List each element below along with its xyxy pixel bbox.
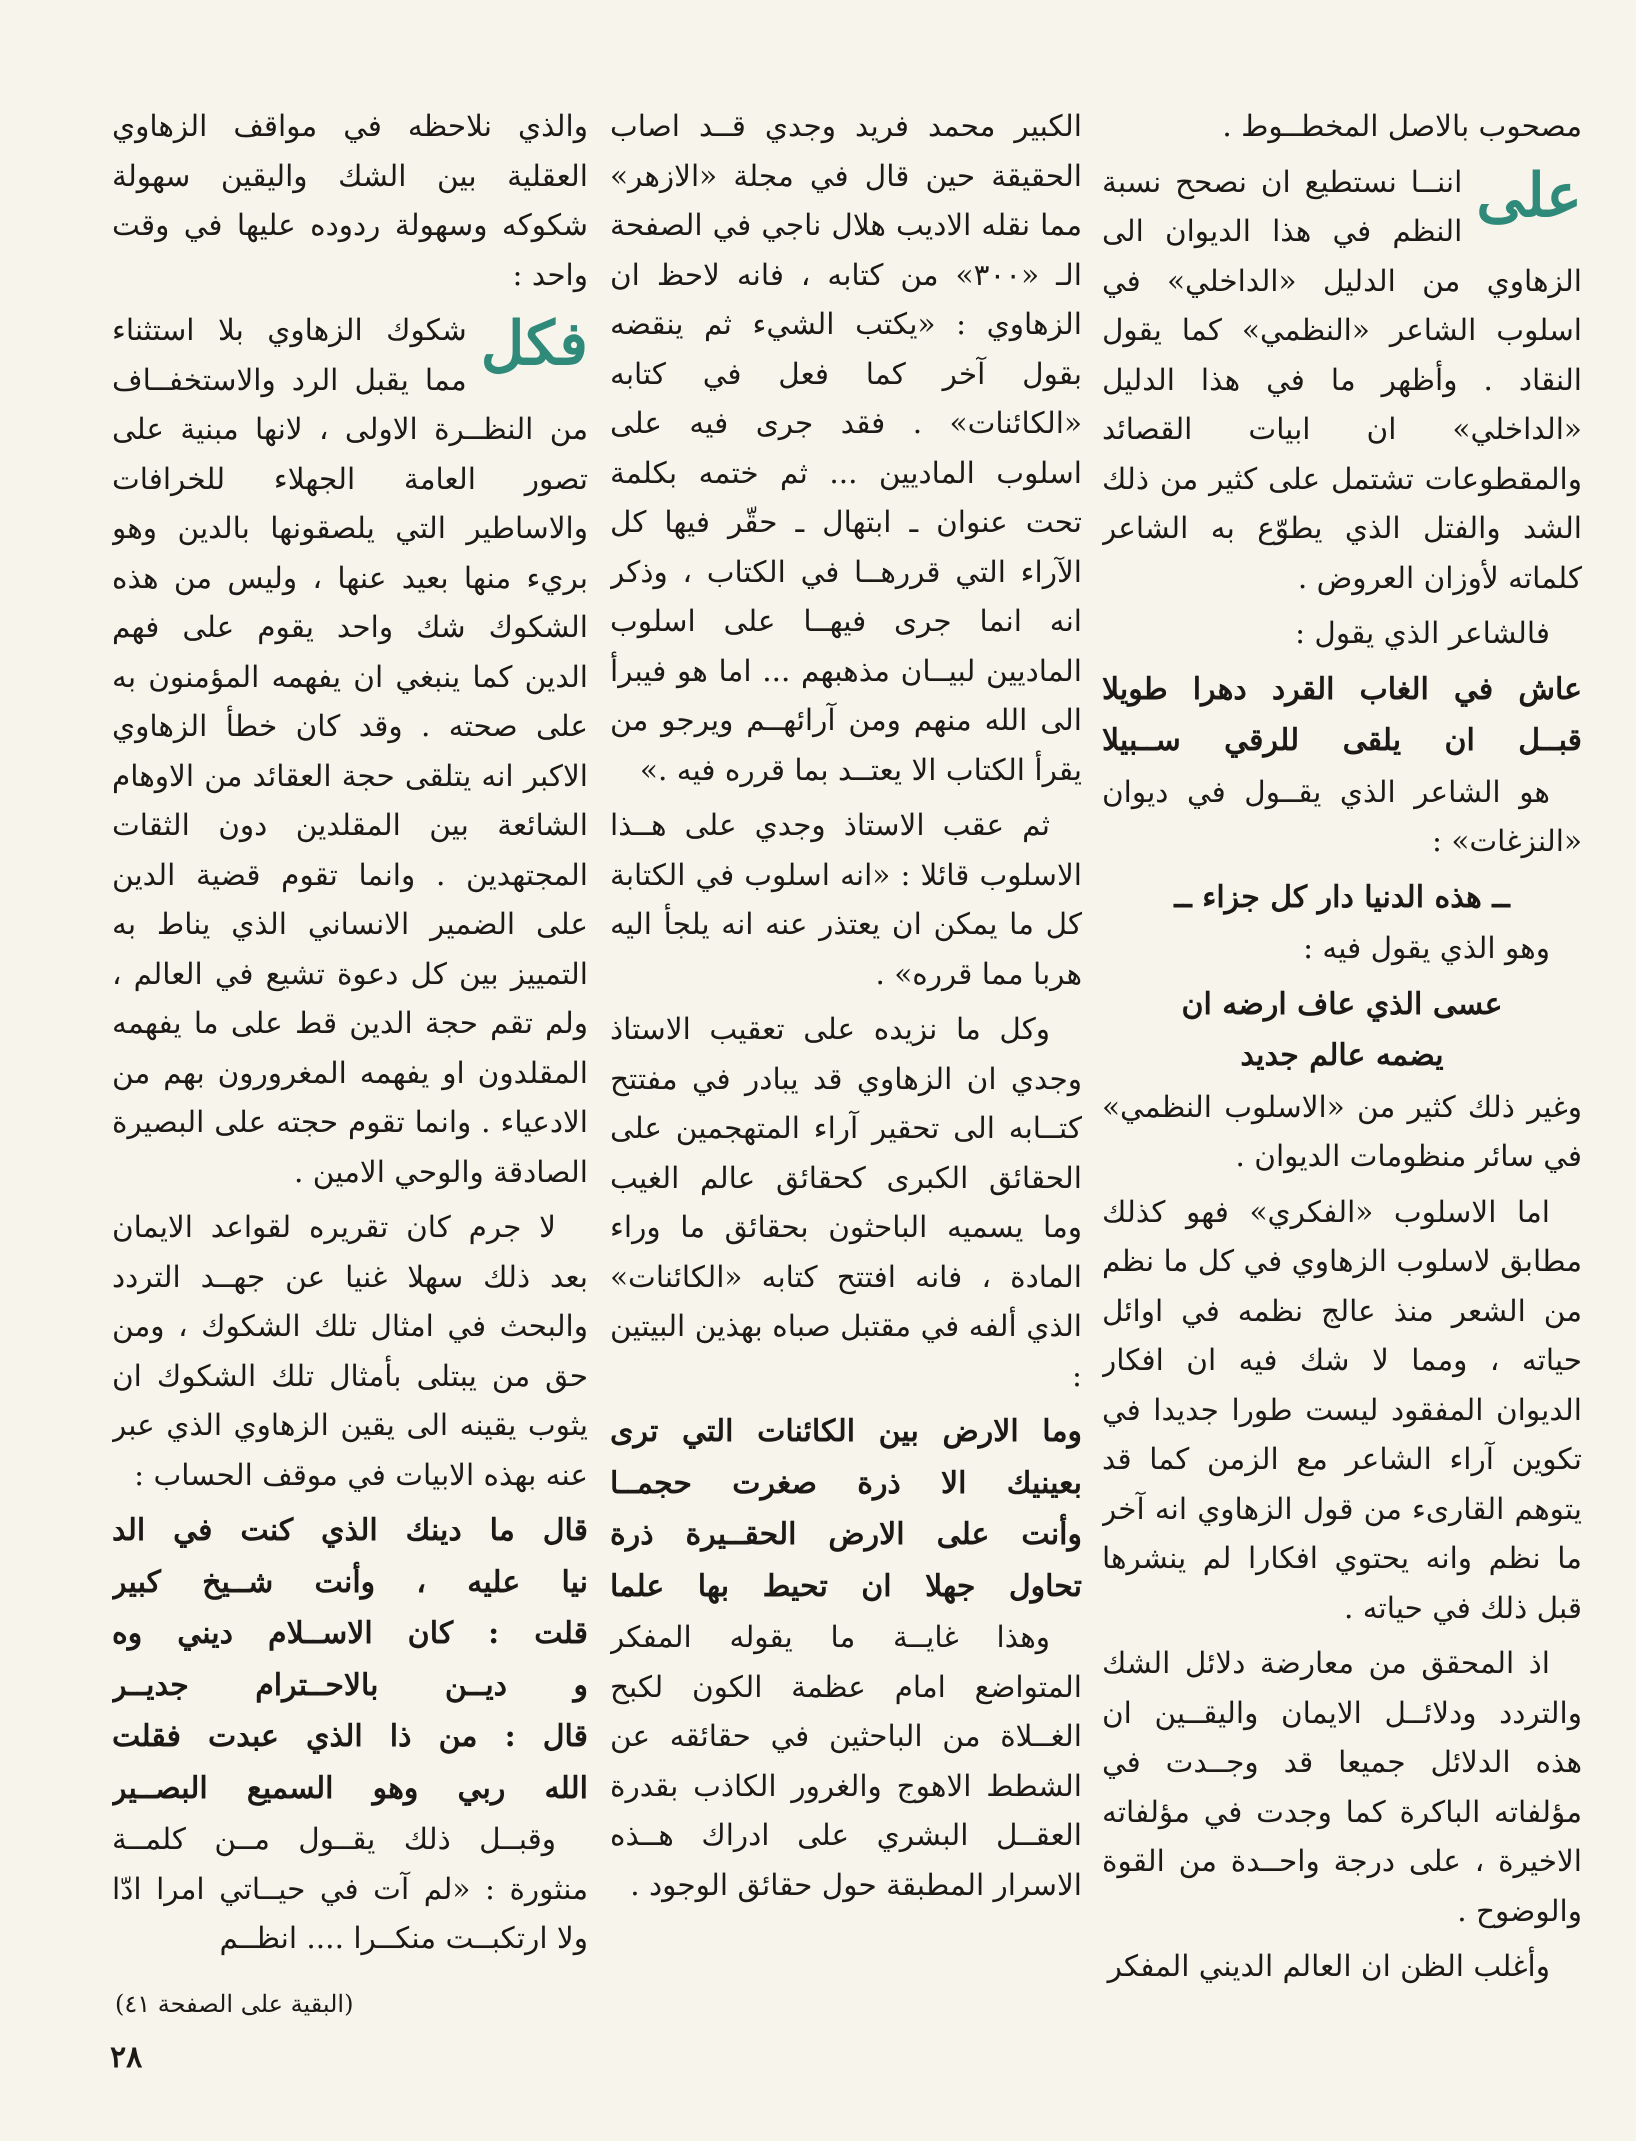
paragraph-text: اننــا نستطيع ان نصحح نسبة النظم في هذا الديوان الى الزهاوي من الدليل «الداخلي» في اسلوب الشاعر «النظمي» كما يقول النقاد . وأظهر ما في هذا الدليل «الداخلي» ان ابيات القصائد والمقطوعات تشتمل على كثير من ذلك الشد والفتل الذي يطوّع به الشاعر كلماته لأوزان العروض . [1102,164,1582,595]
verse-line: نيا عليه ، وأنت شــيخ كبير [112,1564,588,1600]
verse-line: وأنت على الارض الحقــيرة ذرة [610,1517,1082,1552]
paragraph: لا جرم كان تقريره لقواعد الايمان بعد ذلك سهلا غنيا عن جهــد التردد والبحث في امثال تلك الشكوك ، ومن حق من يبتلى بأمثال تلك الشكوك ان يثوب يقينه الى يقين الزهاوي الذي عبر عنه بهذه الابيات في موقف الحساب : [112,1210,588,1492]
paragraph-with-dropcap [1102,158,1582,604]
paragraph: الكبير محمد فريد وجدي قــد اصاب الحقيقة حين قال في مجلة «الازهر» مما نقله الاديب هلال ناجي في الصفحة الـ «٣٠٠» من كتابه ، فانه لاحظ ان الزهاوي : «يكتب الشيء ثم ينقضه بقول آخر كما فعل في كتابه «الكائنات» . فقد جرى فيه على اسلوب الماديين ... ثم ختمه بكلمة تحت عنوان ـ ابتهال ـ حقّر فيها كل الآراء التي قررهــا في الكتاب ، وذكر انه انما جرى فيهــا على اسلوب الماديين لبيــان مذهبهم ... اما هو فيبرأ الى الله منهم ومن آرائهــم ويرجو من يقرأ الكتاب الا يعتــد بما قرره فيه .» [610,109,1082,787]
paragraph: فالشاعر الذي يقول : [1295,616,1550,650]
verse-line: الله ربي وهو السميع البصــير [112,1770,588,1806]
page-number: ٢٨ [110,2040,143,2075]
verse-line: تحاول جهلا ان تحيط بها علما [610,1568,1082,1604]
paragraph-with-dropcap [112,306,588,1197]
paragraph: مصحوب بالاصل المخطــوط . [1222,109,1582,143]
verse-line: يضمه عالم جديد [1240,1038,1444,1073]
paragraph: ثم عقب الاستاذ وجدي على هــذا الاسلوب قائلا : «انه اسلوب في الكتابة كل ما يمكن ان يعتذر عنه انه يلجأ اليه هربا مما قرره» . [610,808,1082,991]
paragraph: والذي نلاحظه في مواقف الزهاوي العقلية بين الشك واليقين سهولة شكوكه وسهولة ردوده عليها في وقت واحد : [112,109,588,292]
verse-line: عاش في الغاب القرد دهرا طويلا [1102,671,1582,707]
drop-cap-ornament: فكل [480,309,588,379]
verse-line: قبــل ان يلقى للرقي ســبيلا [1102,723,1582,758]
verse-line: و ديــن بالاحــترام جديــر [112,1667,588,1703]
text-column-middle [610,102,1082,2032]
paragraph-text: شكوك الزهاوي بلا استثناء مما يقبل الرد والاستخفــاف من النظــرة الاولى ، لانها مبنية على تصور العامة الجهلاء للخرافات والاساطير التي يلصقونها بالدين وهو بريء منها بعيد عنها ، وليس من هذه الشكوك شك واحد يقوم على فهم الدين كما ينبغي ان يفهمه المؤمنون به على صحته . وقد كان خطأ الزهاوي الاكبر انه يتلقى حجة العقائد من الاوهام الشائعة بين المقلدين دون الثقات المجتهدين . وانما تقوم قضية الدين على الضمير الانساني الذي يناط به التمييز بين كل دعوة تشيع في العالم ، ولم تقم حجة الدين قط على ما يفهمه المقلدون او يفهمه المغرورون بهم من الادعياء . وانما تقوم حجته على البصيرة الصادقة والوحي الامين . [112,313,588,1189]
paragraph: هو الشاعر الذي يقــول في ديوان «النزغات» : [1102,774,1582,858]
paragraph: وقبــل ذلك يقــول مــن كلمــة منثورة : «لم آت في حيــاتي امرا ادّا ولا ارتكبــت منكــرا .... انظــم [112,1822,588,1955]
continued-note: (البقية على الصفحة ٤١) [115,1990,354,2018]
paragraph: اذ المحقق من معارضة دلائل الشك والتردد ودلائــل الايمان واليقــين ان هذه الدلائل جميعا قد وجــدت في مؤلفاته الباكرة كما وجدت في مؤلفاته الاخيرة ، على درجة واحــدة من القوة والوضوح . [1102,1646,1582,1928]
verse-line: عسى الذي عاف ارضه ان [1181,986,1503,1022]
verse-line: قلت : كان الاســلام ديني وه [112,1616,588,1651]
paragraph: اما الاسلوب «الفكري» فهو كذلك مطابق لاسلوب الزهاوي في كل ما نظم من الشعر منذ عالج نظمه في اوائل حياته ، ومما لا شك فيه ان افكار الديوان المفقود ليست طورا جديدا في تكوين آراء الشاعر مع الزمن كما قد يتوهم القارىء من قول الزهاوي انه آخر ما نظم وانه يحتوي افكارا لم ينشرها قبل ذلك في حياته . [1102,1194,1582,1625]
verse-line: وما الارض بين الكائنات التي ترى [610,1414,1082,1449]
paragraph: وهذا غايــة ما يقوله المفكر المتواضع امام عظمة الكون لكبح الغــلاة من الباحثين في حقائقه عن الشطط الاهوج والغرور الكاذب بقدرة العقــل البشري على ادراك هــذه الاسرار المطبقة حول حقائق الوجود . [610,1620,1082,1902]
paragraph: وغير ذلك كثير من «الاسلوب النظمي» في سائر منظومات الديوان . [1102,1089,1582,1173]
verse-line: بعينيك الا ذرة صغرت حجمــا [610,1465,1082,1501]
verse-line: قال ما دينك الذي كنت في الد [112,1513,588,1548]
text-column-left [112,102,588,2032]
paragraph: وأغلب الظن ان العالم الديني المفكر [1107,1949,1550,1983]
verse-line: قال : من ذا الذي عبدت فقلت [112,1719,588,1754]
paragraph: وهو الذي يقول فيه : [1303,931,1550,965]
text-column-right [1102,102,1582,2032]
drop-cap-ornament: على [1476,160,1582,231]
paragraph: وكل ما نزيده على تعقيب الاستاذ وجدي ان الزهاوي قد يبادر في مفتتح كتــابه الى تحقير آراء المتهجمين على الحقائق الكبرى كحقائق عالم الغيب وما يسميه الباحثون بحقائق ما وراء المادة ، فانه افتتح كتابه «الكائنات» الذي ألفه في مقتبل صباه بهذين البيتين : [610,1012,1082,1393]
verse-line: ــ هذه الدنيا دار كل جزاء ــ [1174,879,1510,915]
